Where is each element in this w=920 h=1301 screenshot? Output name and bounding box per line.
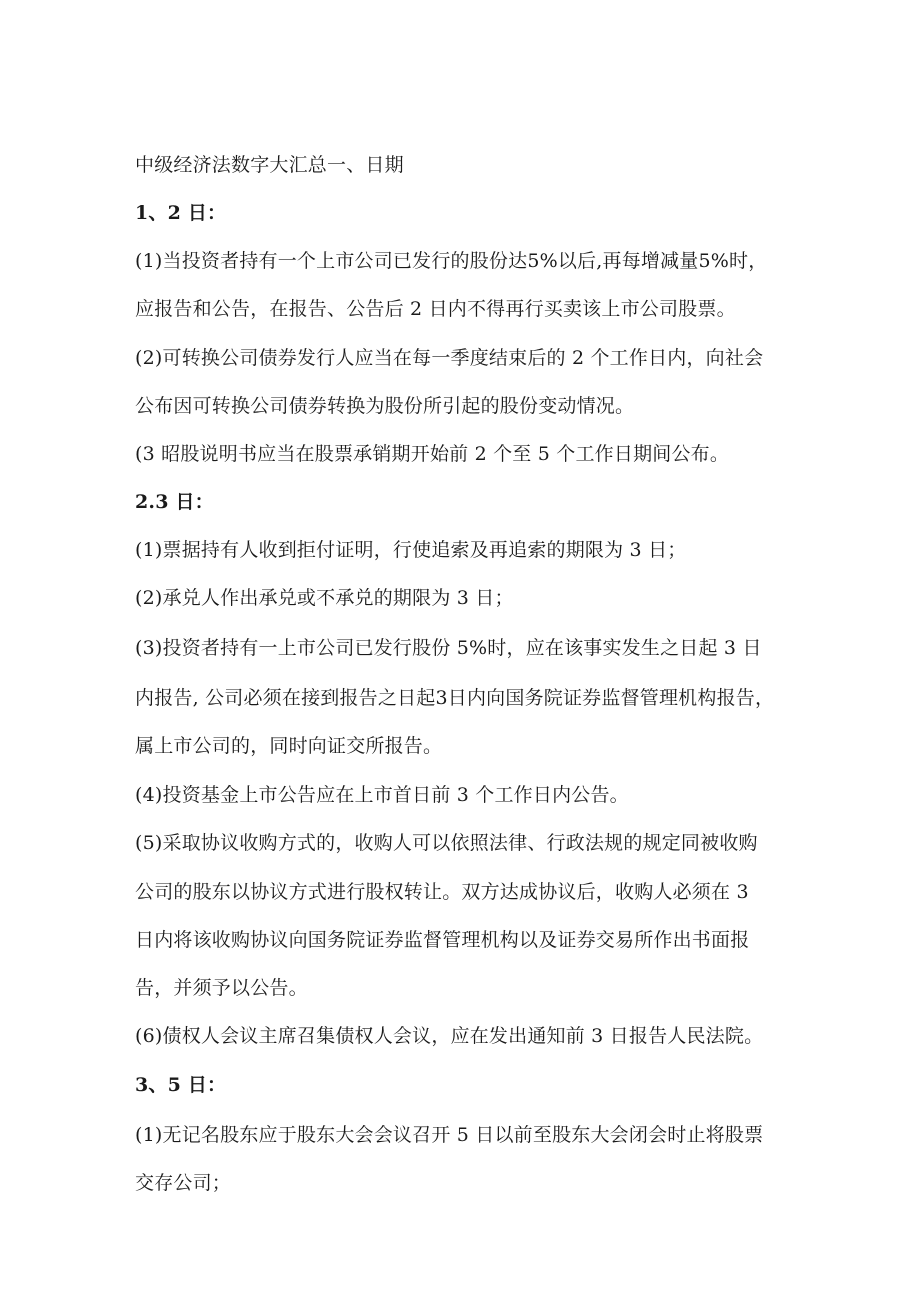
section-heading-2-day: 1、2 日： bbox=[135, 202, 227, 224]
paragraph-line: (1)票据持有人收到拒付证明，行使追索及再追索的期限为 3 日； bbox=[135, 539, 687, 561]
paragraph-line: (5)采取协议收购方式的，收购人可以依照法律、行政法规的规定同被收购 bbox=[135, 832, 758, 854]
paragraph-line: (3 昭股说明书应当在股票承销期开始前 2 个至 5 个工作日期间公布。 bbox=[135, 443, 730, 465]
paragraph-line: 内报告, 公司必须在接到报告之日起3日内向国务院证券监督管理机构报告， bbox=[135, 687, 775, 709]
paragraph-line: (4)投资基金上市公告应在上市首日前 3 个工作日内公告。 bbox=[135, 784, 629, 806]
paragraph-line: (3)投资者持有一上市公司已发行股份 5%时，应在该事实发生之日起 3 日 bbox=[135, 637, 762, 659]
paragraph-line: 应报告和公告，在报告、公告后 2 日内不得再行买卖该上市公司股票。 bbox=[135, 298, 736, 320]
paragraph-line: 公司的股东以协议方式进行股权转让。双方达成协议后，收购人必须在 3 bbox=[135, 881, 749, 903]
paragraph-line: 日内将该收购协议向国务院证券监督管理机构以及证券交易所作出书面报 bbox=[135, 929, 750, 951]
paragraph-line: (2)承兑人作出承兑或不承兑的期限为 3 日； bbox=[135, 587, 514, 609]
paragraph-line: (1)无记名股东应于股东大会会议召开 5 日以前至股东大会闭会时止将股票 bbox=[135, 1124, 764, 1146]
paragraph-line: 告，并须予以公告。 bbox=[135, 977, 308, 999]
paragraph-line: 交存公司； bbox=[135, 1172, 232, 1194]
paragraph-line: (2)可转换公司债券发行人应当在每一季度结束后的 2 个工作日内，向社会 bbox=[135, 347, 764, 369]
paragraph-line: (6)债权人会议主席召集债权人会议，应在发出通知前 3 日报告人民法院。 bbox=[135, 1025, 764, 1047]
section-heading-5-day: 3、5 日： bbox=[135, 1074, 227, 1096]
section-heading-3-day: 2.3 日： bbox=[135, 491, 214, 513]
paragraph-line: (1)当投资者持有一个上市公司已发行的股份达5%以后,再每增减量5%时， bbox=[135, 250, 768, 272]
document-title: 中级经济法数字大汇总一、日期 bbox=[135, 154, 404, 176]
paragraph-line: 属上市公司的，同时向证交所报告。 bbox=[135, 735, 443, 757]
paragraph-line: 公布因可转换公司债券转换为股份所引起的股份变动情况。 bbox=[135, 395, 635, 417]
